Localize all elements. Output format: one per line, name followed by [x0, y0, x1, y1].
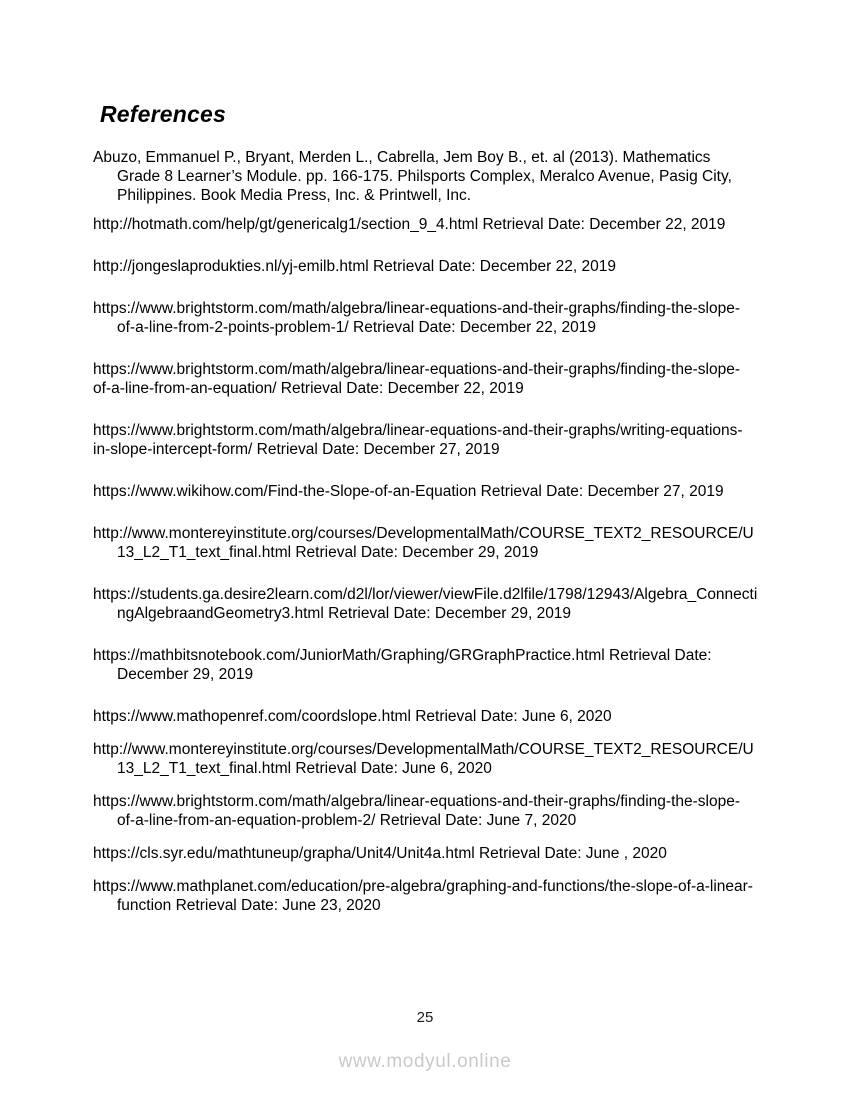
reference-entry: [93, 215, 780, 234]
references-list: [93, 148, 780, 915]
reference-line: of-a-line-from-an-equation/ Retrieval Date: December 22, 2019: [93, 380, 524, 397]
reference-line: Abuzo, Emmanuel P., Bryant, Merden L., Cabrella, Jem Boy B., et. al (2013). Mathematics: [93, 149, 711, 166]
reference-entry: [93, 844, 780, 863]
reference-entry: [93, 148, 780, 205]
reference-line: http://hotmath.com/help/gt/genericalg1/section_9_4.html Retrieval Date: December 22, 2019: [93, 216, 726, 233]
reference-line: https://www.wikihow.com/Find-the-Slope-of-an-Equation Retrieval Date: December 27, 2019: [93, 483, 724, 500]
reference-line: 13_L2_T1_text_final.html Retrieval Date: June 6, 2020: [117, 760, 492, 777]
reference-entry: [93, 524, 780, 562]
reference-entry: [93, 257, 780, 276]
reference-entry: [93, 740, 780, 778]
reference-line: 13_L2_T1_text_final.html Retrieval Date: December 29, 2019: [117, 544, 539, 561]
reference-line: December 29, 2019: [117, 666, 254, 683]
page-title: References: [100, 101, 227, 127]
reference-line: http://www.montereyinstitute.org/courses/DevelopmentalMath/COURSE_TEXT2_RESOURCE/U: [93, 525, 754, 542]
reference-line: https://www.brightstorm.com/math/algebra/linear-equations-and-their-graphs/finding-the-slope-: [93, 300, 741, 317]
reference-line: in-slope-intercept-form/ Retrieval Date: December 27, 2019: [93, 441, 500, 458]
reference-entry: [93, 585, 780, 623]
reference-line: ngAlgebraandGeometry3.html Retrieval Date: December 29, 2019: [117, 605, 572, 622]
reference-line: of-a-line-from-2-points-problem-1/ Retrieval Date: December 22, 2019: [117, 319, 596, 336]
reference-line: https://www.brightstorm.com/math/algebra/linear-equations-and-their-graphs/writing-equations-: [93, 422, 743, 439]
reference-line: https://students.ga.desire2learn.com/d2l/lor/viewer/viewFile.d2lfile/1798/12943/Algebra_Connecti: [93, 586, 758, 603]
reference-entry: [93, 360, 780, 398]
reference-line: https://mathbitsnotebook.com/JuniorMath/Graphing/GRGraphPractice.html Retrieval Date:: [93, 647, 712, 664]
reference-line: https://www.brightstorm.com/math/algebra/linear-equations-and-their-graphs/finding-the-slope-: [93, 793, 741, 810]
reference-line: http://www.montereyinstitute.org/courses/DevelopmentalMath/COURSE_TEXT2_RESOURCE/U: [93, 741, 754, 758]
reference-line: Grade 8 Learner’s Module. pp. 166-175. Philsports Complex, Meralco Avenue, Pasig City,: [117, 168, 732, 185]
reference-line: of-a-line-from-an-equation-problem-2/ Retrieval Date: June 7, 2020: [117, 812, 577, 829]
page-number: 25: [416, 1009, 434, 1026]
reference-line: Philippines. Book Media Press, Inc. & Printwell, Inc.: [117, 187, 472, 204]
reference-line: http://jongeslaprodukties.nl/yj-emilb.html Retrieval Date: December 22, 2019: [93, 258, 616, 275]
reference-line: https://cls.syr.edu/mathtuneup/grapha/Unit4/Unit4a.html Retrieval Date: June , 2020: [93, 845, 667, 862]
reference-entry: [93, 646, 780, 684]
reference-line: https://www.brightstorm.com/math/algebra/linear-equations-and-their-graphs/finding-the-slope-: [93, 361, 741, 378]
reference-entry: [93, 792, 780, 830]
watermark: www.modyul.online: [338, 1051, 512, 1072]
reference-entry: [93, 707, 780, 726]
reference-line: function Retrieval Date: June 23, 2020: [117, 897, 381, 914]
reference-line: https://www.mathplanet.com/education/pre-algebra/graphing-and-functions/the-slope-of-a-linear-: [93, 878, 753, 895]
reference-entry: [93, 299, 780, 337]
reference-entry: [93, 421, 780, 459]
reference-entry: [93, 482, 780, 501]
reference-entry: [93, 877, 780, 915]
reference-line: https://www.mathopenref.com/coordslope.html Retrieval Date: June 6, 2020: [93, 708, 612, 725]
